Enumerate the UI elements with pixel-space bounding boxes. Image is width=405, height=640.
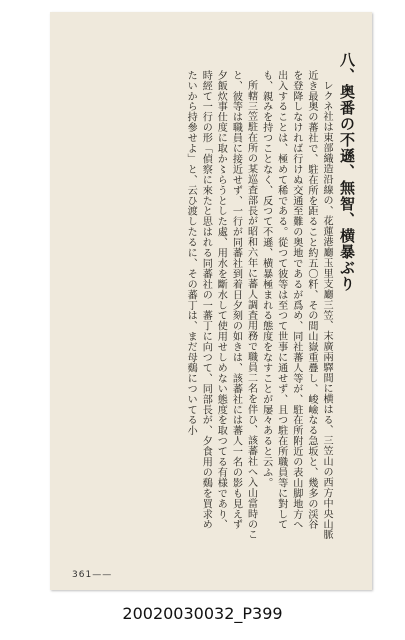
book-page [50, 12, 372, 590]
paragraph-2: 所轄三笠駐在所の某巡査部長が昭和六年に蕃人調査用務で職員二名を伴ひ、該蕃社へ入山當時のこと、彼等は職員に接近せず、一行が同蕃社到着日夕刻の如きは、該蕃社には蕃人一名の影も見えず夕飯炊事仕度に取か〻らうとした處、用水を斷水して使用せしめない態度を取つてる有様であり、時經て一行の形「偵察に來たと思はれる同蕃社の一蕃丁に向つて、同部長が、夕食用の鷄を買求めたいから持參せよ」と、云ひ渡したるに、その蕃丁は、まだ母鷄についてる小 [185, 70, 257, 540]
image-caption: 20020030032_P399 [122, 604, 283, 623]
section-heading: 八、奥番の不遜、無智、横暴ぶり [338, 52, 356, 292]
page-number: 361—— [72, 570, 113, 580]
paragraph-1: レクネ社は東部織造沿線の、花蓮港廳玉里支廳三笠、末廣兩驛間に横はる、三笠山の西方中央山脈近き最奥の蕃社で、駐在所を距ること約五〇粁、その間山嶽重疊し、峻嶮なる急坂と、幾多の渓谷を登降しなければ行けぬ交通至難の奥地であるが爲め、同社蕃人等が、駐在所附近の表山脚地方へ出入することは、極めて稀である。從つて彼等は至つて世事に通せず、且つ駐在所職員等に對しても、親みを持つことなく、反つて不遜、横暴極まれる態度をなすことが屡々あると云ふ。 [260, 70, 332, 540]
body-text [88, 70, 334, 540]
page-number-value: 361 [72, 570, 93, 580]
